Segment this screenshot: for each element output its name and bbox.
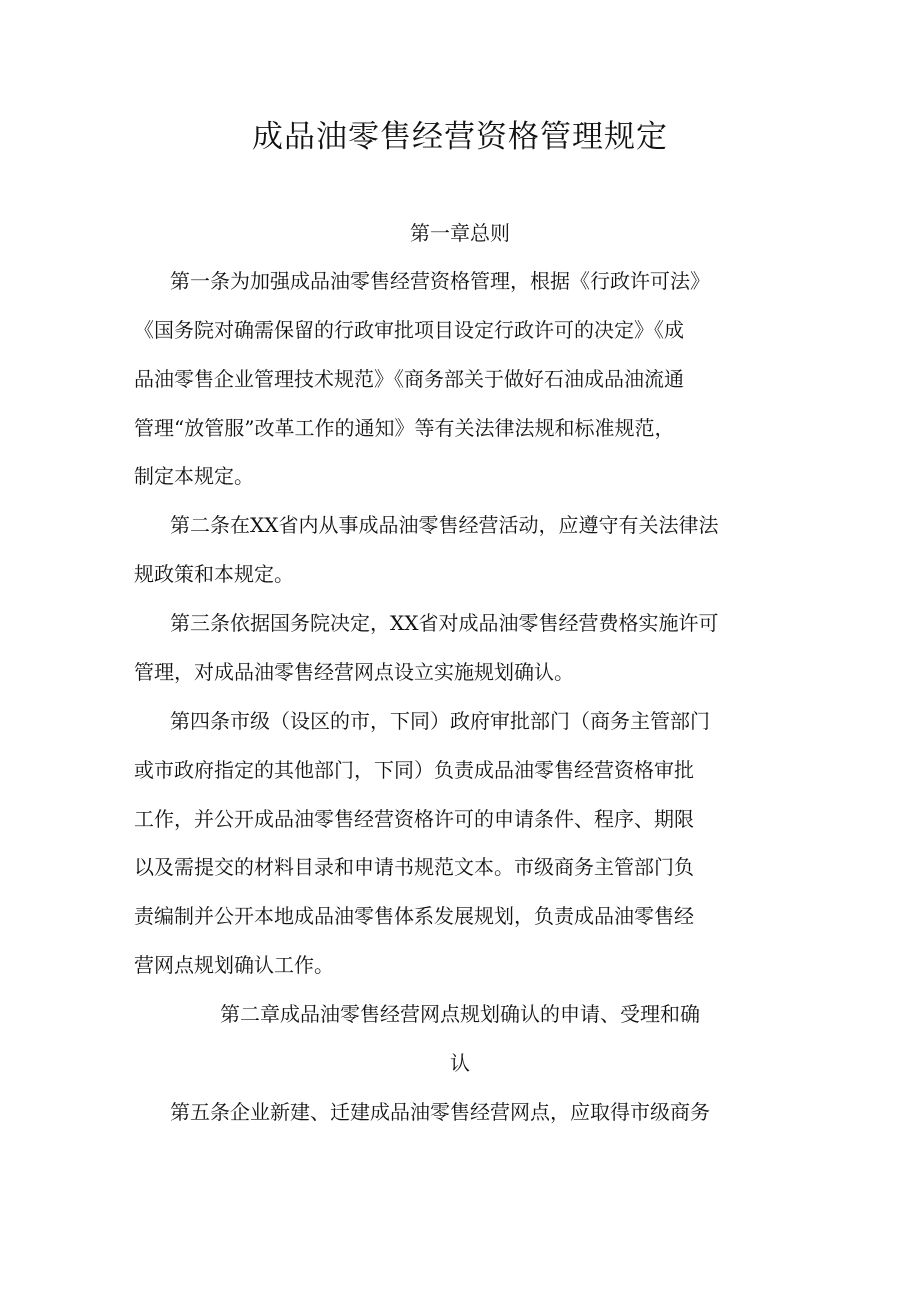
article-5-line-1: 第五条企业新建、迁建成品油零售经营网点，应取得市级商务 (170, 1100, 710, 1124)
article-3-line-2: 管理，对成品油零售经营网点设立实施规划确认。 (134, 660, 574, 684)
article-1-line-3: 品油零售企业管理技术规范》《商务部关于做好石油成品油流通 (134, 367, 684, 391)
article-4-line-5: 责编制并公开本地成品油零售体系发展规划，负责成品油零售经 (134, 904, 694, 928)
article-1-line-4: 管理“放管服”改革工作的通知》等有关法律法规和标准规范， (134, 416, 675, 440)
chapter-2-heading-line-2: 认 (450, 1051, 470, 1075)
article-4-line-3: 工作，并公开成品油零售经营资格许可的申请条件、程序、期限 (134, 807, 694, 831)
article-1-line-5: 制定本规定。 (134, 464, 254, 488)
document-title: 成品油零售经营资格管理规定 (252, 119, 668, 155)
article-4-line-2: 或市政府指定的其他部门，下同）负责成品油零售经营资格审批 (134, 758, 694, 782)
article-1-line-2: 《国务院对确需保留的行政审批项目设定行政许可的决定》《成 (134, 318, 684, 342)
article-1-line-1: 第一条为加强成品油零售经营资格管理，根据《行政许可法》 (170, 269, 710, 293)
chapter-2-heading-line-1: 第二章成品油零售经营网点规划确认的申请、受理和确 (220, 1002, 700, 1026)
article-2-line-2: 规政策和本规定。 (134, 562, 294, 586)
article-2-line-1: 第二条在XX省内从事成品油零售经营活动，应遵守有关法律法 (170, 513, 719, 537)
article-4-line-4: 以及需提交的材料目录和申请书规范文本。市级商务主管部门负 (134, 855, 694, 879)
article-3-line-1: 第三条依据国务院决定，XX省对成品油零售经营费格实施许可 (170, 611, 719, 635)
article-4-line-1: 第四条市级（设区的市，下同）政府审批部门（商务主管部门 (170, 709, 710, 733)
chapter-1-heading: 第一章总则 (410, 221, 510, 245)
article-4-line-6: 营网点规划确认工作。 (134, 953, 334, 977)
